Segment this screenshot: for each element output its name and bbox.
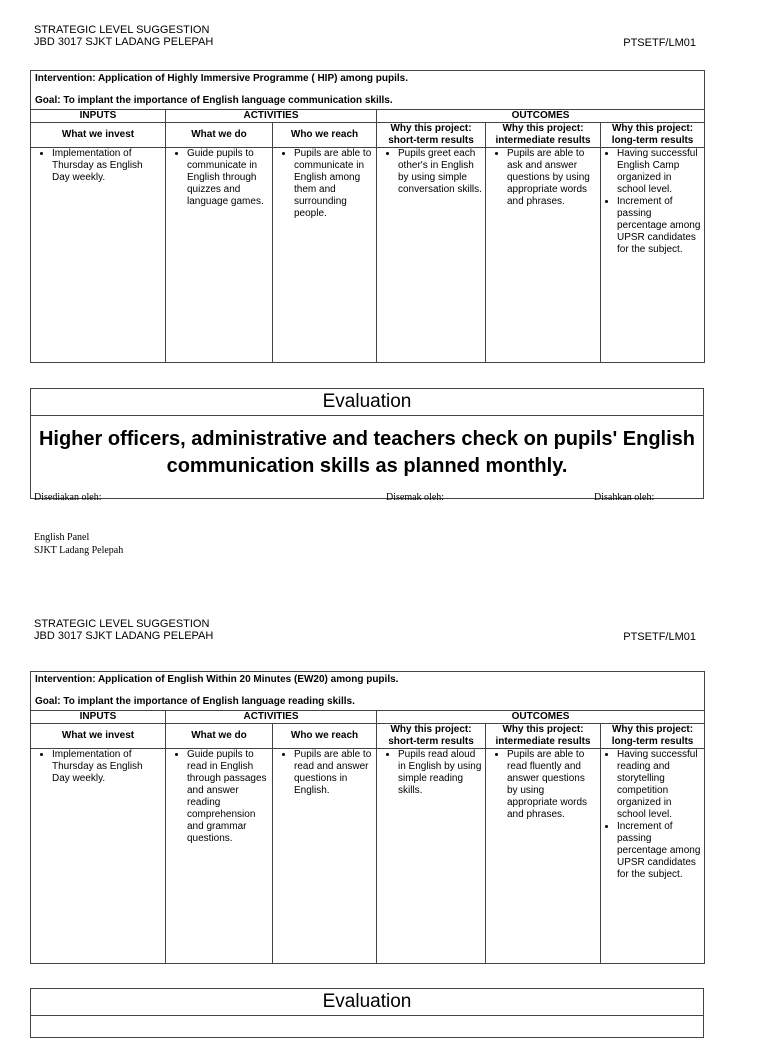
section2-col-header: Why this project: intermediate results bbox=[486, 724, 601, 749]
list-item: • Implementation of Thursday as English Day weekly. bbox=[52, 148, 162, 184]
section1-evaluation-text: Higher officers, administrative and teachers check on pupils' English communication skills as planned monthly. bbox=[38, 428, 696, 477]
list-item: • Pupils are able to read fluently and answer questions by using appropriate words and phrases. bbox=[507, 749, 597, 821]
section2-intro-cell bbox=[31, 672, 705, 711]
section1-plan-table bbox=[30, 70, 705, 363]
section2-cell-short bbox=[377, 749, 486, 964]
section1-cell-long bbox=[601, 148, 705, 363]
section1-school: JBD 3017 SJKT LADANG PELEPAH bbox=[34, 36, 214, 48]
section1-header bbox=[34, 24, 213, 48]
section1-col-header: Why this project: short-term results bbox=[377, 123, 486, 148]
section2-col-header: What we do bbox=[166, 724, 273, 749]
list-item: • Implementation of Thursday as English Day weekly. bbox=[52, 749, 162, 785]
section1-intro-cell bbox=[31, 71, 705, 110]
section1-cell-reach bbox=[273, 148, 377, 363]
english-panel-label: English Panel bbox=[34, 532, 90, 543]
list-item: • Increment of passing percentage among UPSR candidates for the subject. bbox=[617, 821, 701, 881]
section1-code: PTSETF/LM01 bbox=[623, 37, 696, 49]
section2-cell-invest bbox=[31, 749, 166, 964]
section2-cell-long bbox=[601, 749, 705, 964]
section2-outcomes-header: OUTCOMES bbox=[377, 711, 705, 724]
section1-evaluation-box bbox=[30, 388, 704, 499]
section2-plan-table bbox=[30, 671, 705, 964]
list-item: • Pupils greet each other's in English by using simple conversation skills. bbox=[398, 148, 482, 196]
section1-inputs-header: INPUTS bbox=[31, 110, 166, 123]
approved-by-label: Disahkan oleh: bbox=[594, 492, 655, 503]
section2-col-header: Why this project: short-term results bbox=[377, 724, 486, 749]
section1-col-header: What we do bbox=[166, 123, 273, 148]
section1-evaluation-title: Evaluation bbox=[31, 389, 703, 416]
section1-cell-short bbox=[377, 148, 486, 363]
list-item: • Pupils are able to ask and answer questions by using appropriate words and phrases. bbox=[507, 148, 597, 208]
section1-col-header: Who we reach bbox=[273, 123, 377, 148]
section2-code: PTSETF/LM01 bbox=[623, 631, 696, 643]
section2-inputs-header: INPUTS bbox=[31, 711, 166, 724]
section2-evaluation-title: Evaluation bbox=[31, 989, 703, 1016]
section1-activities-header: ACTIVITIES bbox=[166, 110, 377, 123]
list-item: • Increment of passing percentage among UPSR candidates for the subject. bbox=[617, 196, 701, 256]
section1-col-header: Why this project: intermediate results bbox=[486, 123, 601, 148]
section1-col-header: What we invest bbox=[31, 123, 166, 148]
list-item: • Having successful English Camp organized in school level. bbox=[617, 148, 701, 196]
section2-cell-intermediate bbox=[486, 749, 601, 964]
section2-evaluation-box bbox=[30, 988, 704, 1038]
section1-title: STRATEGIC LEVEL SUGGESTION bbox=[34, 24, 210, 36]
section2-activities-header: ACTIVITIES bbox=[166, 711, 377, 724]
section2-col-header: Who we reach bbox=[273, 724, 377, 749]
section1-cell-invest bbox=[31, 148, 166, 363]
list-item: • Pupils are able to read and answer questions in English. bbox=[294, 749, 373, 797]
section2-intervention: Intervention: Application of English Within 20 Minutes (EW20) among pupils. bbox=[35, 674, 399, 685]
school-name-label: SJKT Ladang Pelepah bbox=[34, 545, 124, 556]
checked-by-label: Disemak oleh: bbox=[386, 492, 445, 503]
section2-cell-do bbox=[166, 749, 273, 964]
section1-col-header: Why this project: long-term results bbox=[601, 123, 705, 148]
section2-col-header: What we invest bbox=[31, 724, 166, 749]
section1-goal: Goal: To implant the importance of English language communication skills. bbox=[35, 95, 393, 106]
section1-outcomes-header: OUTCOMES bbox=[377, 110, 705, 123]
list-item: • Having successful reading and storytelling competition organized in school level. bbox=[617, 749, 701, 821]
section2-col-header: Why this project: long-term results bbox=[601, 724, 705, 749]
list-item: • Guide pupils to communicate in English through quizzes and language games. bbox=[187, 148, 269, 208]
section2-goal: Goal: To implant the importance of English language reading skills. bbox=[35, 696, 355, 707]
prepared-by-label: Disediakan oleh: bbox=[34, 492, 102, 503]
list-item: • Pupils read aloud in English by using simple reading skills. bbox=[398, 749, 482, 797]
section2-header bbox=[34, 618, 213, 642]
section1-intervention: Intervention: Application of Highly Immersive Programme ( HIP) among pupils. bbox=[35, 73, 409, 84]
list-item: • Guide pupils to read in English through passages and answer reading comprehension and grammar questions. bbox=[187, 749, 269, 845]
section2-title: STRATEGIC LEVEL SUGGESTION bbox=[34, 618, 210, 630]
section2-cell-reach bbox=[273, 749, 377, 964]
section2-school: JBD 3017 SJKT LADANG PELEPAH bbox=[34, 630, 214, 642]
list-item: • Pupils are able to communicate in English among them and surrounding people. bbox=[294, 148, 373, 220]
section1-cell-do bbox=[166, 148, 273, 363]
section1-cell-intermediate bbox=[486, 148, 601, 363]
